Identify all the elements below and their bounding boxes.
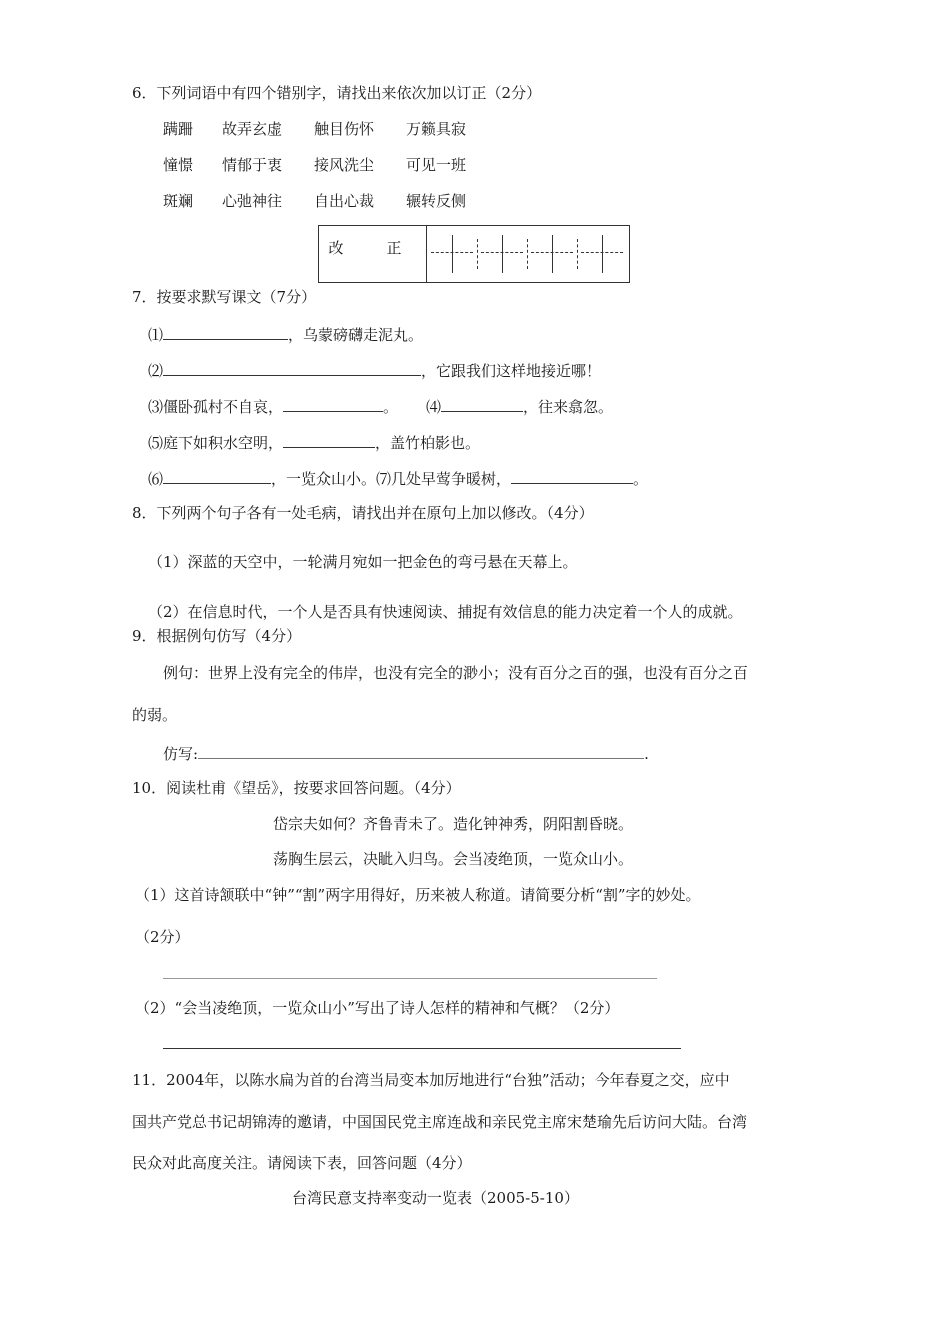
fill-blank[interactable]: [198, 742, 644, 759]
label: ⑷: [426, 398, 442, 416]
word-item: 情郁于衷: [222, 156, 283, 174]
q10-title: 10．阅读杜甫《望岳》，按要求回答问题。（4分）: [132, 779, 461, 797]
word-item: 辗转反侧: [406, 192, 467, 210]
q10-sub1-line-2: （2分）: [135, 928, 190, 946]
q7-line-2: [148, 359, 601, 381]
q7-line-3: [148, 395, 613, 417]
word-item: 自出心裁: [314, 192, 375, 210]
label: 仿写:: [163, 745, 199, 763]
correction-cells: [427, 225, 630, 283]
text: ，乌蒙磅礴走泥丸。: [288, 326, 424, 344]
text: ⑸庭下如积水空明，: [148, 434, 284, 452]
text: ，它跟我们这样地接近哪！: [421, 362, 602, 380]
q7-line-1: [148, 323, 423, 345]
fill-blank[interactable]: [163, 359, 421, 376]
q8-sentence-2: （2）在信息时代，一个人是否具有快速阅读、捕捉有效信息的能力决定着一个人的成就。: [148, 603, 743, 621]
q10-sub1-line-1: （1）这首诗颔联中“钟”“割”两字用得好，历来被人称道。请简要分析“割”字的妙处。: [135, 886, 701, 904]
text: ，往来翕忽。: [523, 398, 614, 416]
poem-line-2: 荡胸生层云，决眦入归鸟。会当凌绝顶，一览众山小。: [273, 850, 634, 868]
q8-title: 8．下列两个句子各有一处毛病，请找出并在原句上加以修改。（4分）: [132, 504, 594, 522]
word-item: 万籁具寂: [406, 120, 467, 138]
q9-imitate-line: [163, 742, 649, 764]
correction-cell[interactable]: [477, 225, 527, 283]
q7-line-5: [148, 467, 648, 489]
correction-cell[interactable]: [427, 225, 477, 283]
word-item: 接风洗尘: [314, 156, 375, 174]
word-item: 憧憬: [163, 156, 194, 174]
text: 。: [633, 470, 649, 488]
q11-paragraph-line-3: 民众对此高度关注。请阅读下表，回答问题（4分）: [132, 1154, 472, 1172]
q7-title: 7．按要求默写课文（7分）: [132, 288, 317, 306]
word-item: 故弄玄虚: [222, 120, 283, 138]
table-title: 台湾民意支持率变动一览表（2005-5-10）: [292, 1189, 579, 1207]
label: ⑹: [148, 470, 164, 488]
word-item: 可见一班: [406, 156, 467, 174]
word-item: 斑斓: [163, 192, 194, 210]
text: .: [644, 745, 649, 763]
word-item: 心弛神往: [222, 192, 283, 210]
fill-blank[interactable]: [163, 323, 288, 340]
q9-title: 9．根据例句仿写（4分）: [132, 627, 302, 645]
label: ⑵: [148, 362, 164, 380]
q9-example-line-1: 例句：世界上没有完全的伟岸，也没有完全的渺小；没有百分之百的强，也没有百分之百: [163, 664, 749, 682]
text: 。: [383, 398, 399, 416]
word-item: 蹒跚: [163, 120, 194, 138]
fill-blank[interactable]: [163, 467, 271, 484]
q8-sentence-1: （1）深蓝的天空中，一轮满月宛如一把金色的弯弓悬在天幕上。: [148, 553, 578, 571]
fill-blank[interactable]: [511, 467, 633, 484]
fill-blank[interactable]: [283, 431, 375, 448]
label: ⑴: [148, 326, 164, 344]
q10-sub2: （2）“会当凌绝顶，一览众山小”写出了诗人怎样的精神和气概？（2分）: [135, 999, 620, 1017]
correction-label: 改 正: [328, 239, 416, 257]
correction-cell[interactable]: [527, 225, 577, 283]
fill-blank[interactable]: [283, 395, 383, 412]
text: ，一览众山小。⑺几处早莺争暖树，: [271, 470, 512, 488]
q11-paragraph-line-1: 11．2004年，以陈水扁为首的台湾当局变本加厉地进行“台独”活动；今年春夏之交，应中: [132, 1071, 730, 1089]
q11-paragraph-line-2: 国共产党总书记胡锦涛的邀请，中国国民党主席连战和亲民党主席宋楚瑜先后访问大陆。台湾: [132, 1113, 748, 1131]
q7-line-4: [148, 431, 480, 453]
fill-blank[interactable]: [441, 395, 523, 412]
text: ⑶僵卧孤村不自哀，: [148, 398, 284, 416]
q6-title: 6．下列词语中有四个错别字，请找出来依次加以订正（2分）: [132, 84, 542, 102]
word-item: 触目伤怀: [314, 120, 375, 138]
correction-cell[interactable]: [577, 225, 627, 283]
q9-example-line-2: 的弱。: [132, 706, 178, 724]
answer-line[interactable]: [163, 978, 657, 979]
answer-line[interactable]: [163, 1048, 681, 1049]
text: ，盖竹柏影也。: [375, 434, 481, 452]
poem-line-1: 岱宗夫如何？齐鲁青未了。造化钟神秀，阴阳割昏晓。: [273, 815, 634, 833]
